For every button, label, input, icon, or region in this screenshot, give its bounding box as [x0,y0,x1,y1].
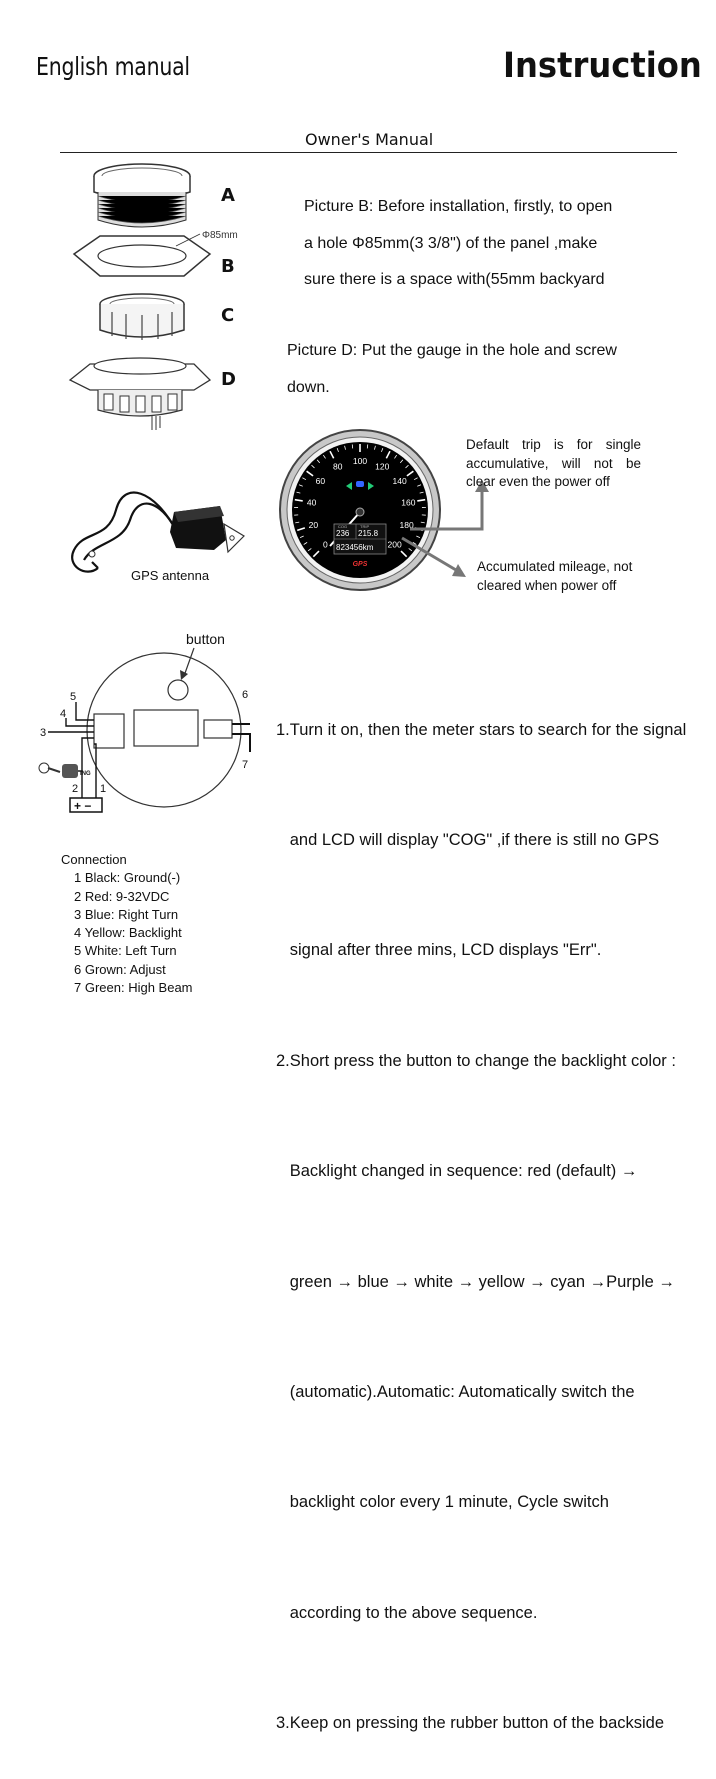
right-connector [204,720,232,738]
gauge-scale-number: 180 [400,520,414,530]
part-c-nut [100,294,184,340]
wiring-diagram [36,628,266,820]
gauge-scale-number: 20 [309,520,319,530]
lcd-label-trip: TRIP [360,524,369,529]
gauge-scale-number: 0 [323,540,328,550]
instruction-line-8: backlight color every 1 minute, Cycle switch [276,1484,686,1521]
instruction-title: Instruction [503,46,702,86]
part-label-d: D [221,369,236,390]
trip-note-line-3: clear even the power off [466,473,641,492]
display-module [134,710,198,746]
trip-note-line-1: Default trip is for single [466,436,641,455]
gauge-scale-number: 40 [307,497,317,507]
connection-item-5: 5 White: Left Turn [74,942,193,960]
connection-title: Connection [61,851,193,869]
manual-language-title: English manual [36,52,190,81]
connection-item-1: 1 Black: Ground(-) [74,869,193,887]
part-d-gauge-assembly [70,358,210,430]
lcd-odometer-value: 823456km [336,543,374,552]
mileage-note-line-1: Accumulated mileage, not [477,558,632,577]
gauge-scale-number: 200 [388,540,402,550]
connection-item-3: 3 Blue: Right Turn [74,906,193,924]
connection-legend [61,851,193,997]
picture-b-line-2: a hole Φ85mm(3 3/8") of the panel ,make [304,226,612,263]
lcd-speed-value: 236 [336,529,350,538]
wire-number-2: 2 [72,783,78,795]
picture-b-line-3: sure there is a space with(55mm backyard [304,262,612,299]
part-label-b: B [221,256,235,277]
gauge-scale-number: 80 [333,461,343,471]
trip-note [466,436,641,492]
button-label: button [186,631,225,647]
gauge-scale-number: 100 [353,456,367,466]
instruction-line-4: 2.Short press the button to change the backlight color : [276,1043,686,1080]
wire-number-1: 1 [100,783,106,795]
wire-number-3: 3 [40,727,46,739]
lcd-trip-value: 215.8 [358,529,379,538]
wire-number-6: 6 [242,689,248,701]
gauge-scale-number: 60 [316,476,326,486]
instruction-line-6: green → blue → white → yellow → cyan →Purple → [276,1264,686,1301]
picture-b-line-1: Picture B: Before installation, firstly, to open [304,189,612,226]
trip-note-line-2: accumulative, will not be [466,455,641,474]
picture-d-line-1: Picture D: Put the gauge in the hole and screw [287,333,617,370]
gauge-lcd [334,524,386,554]
instruction-line-1: 1.Turn it on, then the meter stars to search for the signal [276,712,686,749]
instruction-line-3: signal after three mins, LCD displays "Err". [276,932,686,969]
instruction-line-2: and LCD will display "COG" ,if there is still no GPS [276,822,686,859]
ignition-key-icon [39,763,78,778]
header-divider [60,152,677,153]
backlight-button [168,680,188,700]
ignition-label: ING [80,771,91,777]
connection-item-2: 2 Red: 9-32VDC [74,888,193,906]
gauge-scale-number: 120 [375,461,389,471]
part-label-c: C [221,305,234,326]
mileage-note [477,558,632,595]
mileage-note-line-2: cleared when power off [477,577,632,596]
battery-polarity-label: + − [74,799,91,813]
gps-antenna-module [170,506,244,552]
part-label-a: A [221,185,235,206]
gps-antenna-label: GPS antenna [131,568,209,583]
left-connector [94,714,124,748]
part-b-mounting-plate [74,234,210,276]
instruction-line-9: according to the above sequence. [276,1595,686,1632]
instruction-line-5: Backlight changed in sequence: red (default) → [276,1153,686,1190]
high-beam-indicator-icon [356,481,364,487]
instruction-line-7: (automatic).Automatic: Automatically switch the [276,1374,686,1411]
owners-manual-subtitle: Owner's Manual [305,130,433,149]
lcd-label-cog: COG [338,524,347,529]
picture-d-line-2: down. [287,370,617,407]
connection-item-6: 6 Grown: Adjust [74,961,193,979]
connection-item-4: 4 Yellow: Backlight [74,924,193,942]
gauge-scale-number: 160 [401,497,415,507]
connection-item-7: 7 Green: High Beam [74,979,193,997]
picture-d-instructions [287,333,617,406]
wire-number-5: 5 [70,691,76,703]
picture-b-instructions [304,189,612,299]
gauge-brand-logo: GPS [353,561,368,568]
hole-size-label: Φ85mm [202,230,238,241]
wire-number-4: 4 [60,708,66,720]
operating-instructions [276,638,686,1779]
instruction-line-10: 3.Keep on pressing the rubber button of the backside [276,1705,686,1742]
gps-antenna-illustration [64,470,254,580]
gauge-scale-number: 140 [393,476,407,486]
wire-number-7: 7 [242,759,248,771]
part-a-bezel [94,164,190,227]
